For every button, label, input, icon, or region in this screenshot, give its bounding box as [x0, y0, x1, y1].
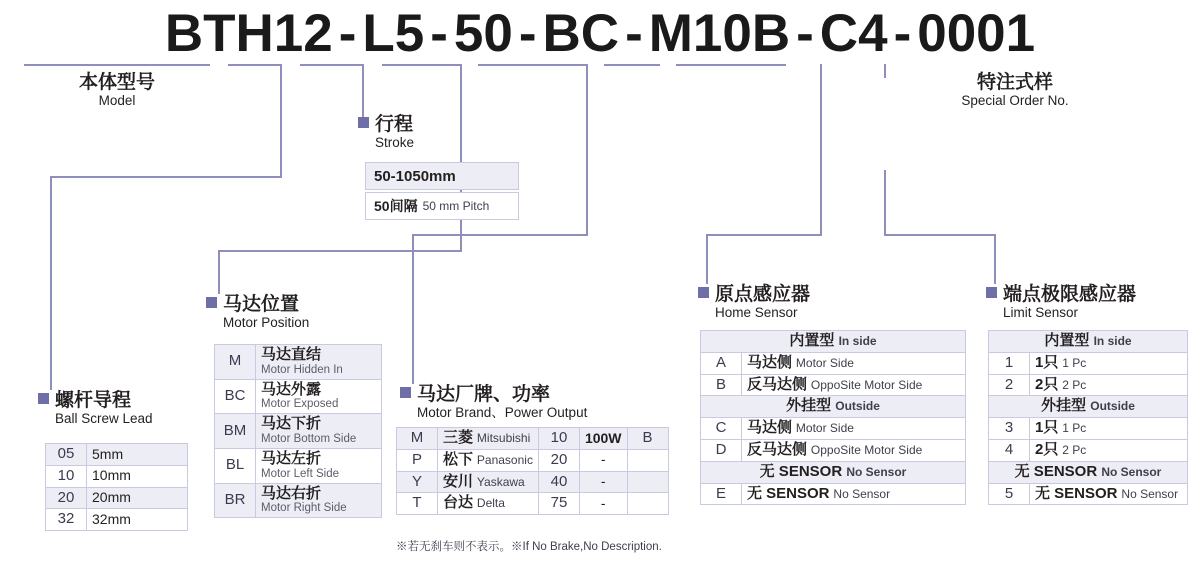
code-segment-body: BTH12 — [164, 3, 333, 63]
label-special-order — [930, 72, 1100, 109]
table-row — [46, 465, 188, 487]
power-value-2: - — [579, 471, 627, 493]
power-value-1: - — [579, 449, 627, 471]
label-home-sensor-en: Home Sensor — [715, 305, 798, 321]
underline-special — [676, 64, 786, 66]
label-stroke-en: Stroke — [375, 135, 415, 151]
leader-home-sensor-horizontal — [706, 234, 822, 236]
limit-sensor-en-1: 2 Pc — [1062, 377, 1087, 392]
bullet-icon — [986, 287, 997, 298]
table-row — [215, 345, 382, 380]
brand-key-3: T — [397, 493, 438, 515]
table-group-header — [701, 396, 966, 418]
motor-position-key-0: M — [215, 345, 256, 380]
lead-value-2: 20mm — [87, 487, 188, 509]
motor-position-en-0: Motor Hidden In — [261, 363, 343, 376]
table-row — [46, 509, 188, 531]
leader-lead-vertical-top — [280, 64, 282, 176]
motor-position-key-2: BM — [215, 414, 256, 449]
table-limit-sensor — [988, 330, 1188, 505]
table-group-header — [701, 331, 966, 353]
leader-motor-brand-vertical-top — [586, 64, 588, 234]
lead-value-1: 10mm — [87, 465, 188, 487]
label-special-order-en: Special Order No. — [961, 93, 1069, 109]
brand-key-2: Y — [397, 471, 438, 493]
brake-2 — [627, 471, 668, 493]
limit-sensor-key-4: 5 — [989, 483, 1030, 505]
leader-limit-sensor-vertical-bottom — [994, 234, 996, 284]
limit-sensor-cn-4: 无 SENSOR — [1035, 484, 1118, 502]
motor-position-en-3: Motor Left Side — [261, 467, 339, 480]
home-sensor-none-en: No Sensor — [846, 464, 907, 479]
leader-limit-sensor-vertical-top — [884, 170, 886, 234]
label-motor-brand-cn: 马达厂牌、功率 — [417, 384, 551, 405]
table-row — [215, 414, 382, 449]
limit-sensor-en-2: 1 Pc — [1062, 421, 1087, 436]
limit-sensor-cn-0: 1只 — [1035, 353, 1059, 371]
bullet-icon — [400, 387, 411, 398]
limit-sensor-inside-en: In side — [1093, 334, 1132, 348]
leader-motor-brand-vertical-bottom — [412, 234, 414, 384]
brand-en-3: Delta — [476, 496, 505, 511]
motor-position-cn-3: 马达左折 — [261, 450, 322, 468]
label-limit-sensor-en: Limit Sensor — [1003, 305, 1079, 321]
brand-cn-2: 安川 — [443, 472, 474, 490]
table-row — [215, 449, 382, 484]
brake-1 — [627, 449, 668, 471]
power-key-1: 20 — [538, 449, 579, 471]
leader-stroke-vertical — [362, 64, 364, 118]
label-model — [38, 72, 196, 109]
home-sensor-en-1: OppoSite Motor Side — [810, 377, 923, 392]
brake-0: B — [627, 428, 668, 450]
brand-cn-1: 松下 — [443, 450, 474, 468]
limit-sensor-none-en: No Sensor — [1101, 464, 1162, 479]
power-key-2: 40 — [538, 471, 579, 493]
leader-lead-horizontal — [50, 176, 282, 178]
underline-motor-brand — [478, 64, 586, 66]
label-model-en: Model — [98, 93, 136, 109]
label-special-order-cn: 特注式样 — [976, 72, 1053, 93]
code-segment-stroke: 50 — [453, 3, 513, 63]
stroke-range-box — [365, 162, 519, 190]
home-sensor-none-cn: 无 SENSOR — [759, 462, 843, 480]
leader-motor-position-horizontal — [218, 250, 462, 252]
limit-sensor-key-3: 4 — [989, 439, 1030, 461]
label-stroke-cn: 行程 — [375, 114, 414, 135]
label-home-sensor — [698, 284, 810, 321]
limit-sensor-en-3: 2 Pc — [1062, 442, 1087, 457]
home-sensor-inside-cn: 内置型 — [789, 332, 835, 349]
brand-cn-3: 台达 — [443, 494, 474, 512]
limit-sensor-cn-3: 2只 — [1035, 440, 1059, 458]
home-sensor-en-3: OppoSite Motor Side — [810, 442, 923, 457]
code-dash-6: - — [893, 3, 912, 63]
label-ball-screw-lead-cn: 螺杆导程 — [55, 390, 132, 411]
power-key-3: 75 — [538, 493, 579, 515]
table-motor-position — [214, 344, 382, 518]
table-ball-screw-lead — [45, 443, 188, 531]
motor-position-cn-2: 马达下折 — [261, 415, 322, 433]
limit-sensor-outside-cn: 外挂型 — [1041, 397, 1087, 415]
table-row — [397, 428, 669, 450]
code-dash-4: - — [625, 3, 643, 63]
table-row — [701, 483, 966, 505]
table-row — [397, 449, 669, 471]
limit-sensor-outside-en: Outside — [1090, 399, 1135, 414]
stroke-pitch-cn: 50间隔 — [374, 198, 418, 214]
leader-limit-sensor-horizontal — [884, 234, 994, 236]
label-limit-sensor — [986, 284, 1136, 321]
table-home-sensor — [700, 330, 966, 505]
model-code-line — [0, 0, 1200, 66]
home-sensor-key-3: D — [701, 439, 742, 461]
motor-position-en-2: Motor Bottom Side — [261, 433, 357, 446]
table-group-header — [989, 461, 1188, 483]
table-row — [989, 352, 1188, 374]
brand-en-1: Panasonic — [476, 452, 533, 467]
code-dash-3: - — [518, 3, 537, 63]
home-sensor-cn-3: 反马达侧 — [747, 440, 808, 458]
leader-motor-position-vertical-bottom — [218, 250, 220, 294]
table-row — [989, 439, 1188, 461]
lead-value-3: 32mm — [87, 509, 188, 531]
leader-lead-vertical-bottom — [50, 176, 52, 390]
brand-key-1: P — [397, 449, 438, 471]
leader-motor-brand-horizontal — [412, 234, 588, 236]
brand-cn-0: 三菱 — [443, 429, 474, 446]
table-row — [46, 444, 188, 466]
brand-key-0: M — [397, 428, 438, 450]
home-sensor-en-2: Motor Side — [795, 421, 854, 436]
home-sensor-key-2: C — [701, 418, 742, 440]
home-sensor-outside-en: Outside — [835, 399, 880, 414]
label-motor-brand-en: Motor Brand、Power Output — [417, 405, 588, 421]
brand-en-0: Mitsubishi — [476, 431, 531, 445]
label-ball-screw-lead-en: Ball Screw Lead — [55, 411, 153, 427]
table-row — [397, 493, 669, 515]
leader-home-sensor-vertical-bottom — [706, 234, 708, 284]
label-model-cn: 本体型号 — [78, 72, 155, 93]
leader-home-sensor-vertical-top — [820, 64, 822, 234]
motor-position-cn-4: 马达右折 — [261, 484, 322, 502]
table-row — [46, 487, 188, 509]
limit-sensor-key-1: 2 — [989, 374, 1030, 396]
label-ball-screw-lead — [38, 390, 153, 427]
table-row — [701, 374, 966, 396]
power-value-3: - — [579, 493, 627, 515]
home-sensor-cn-1: 反马达侧 — [747, 375, 808, 393]
brand-en-2: Yaskawa — [476, 474, 525, 489]
table-row — [215, 379, 382, 414]
underline-motor-position — [382, 64, 460, 66]
lead-key-3: 32 — [46, 509, 87, 531]
limit-sensor-cn-1: 2只 — [1035, 375, 1059, 393]
motor-position-en-1: Motor Exposed — [261, 398, 339, 411]
motor-position-key-3: BL — [215, 449, 256, 484]
label-home-sensor-cn: 原点感应器 — [715, 284, 811, 305]
power-key-0: 10 — [538, 428, 579, 450]
home-sensor-key-1: B — [701, 374, 742, 396]
code-dash-5: - — [796, 3, 814, 63]
motor-brand-note: ※若无刹车则不表示。※If No Brake,No Description. — [396, 541, 662, 553]
code-segment-motor-position: BC — [542, 3, 620, 63]
lead-value-0: 5mm — [87, 444, 188, 466]
motor-position-cn-0: 马达直结 — [261, 346, 322, 363]
motor-position-key-4: BR — [215, 483, 256, 518]
motor-position-en-4: Motor Right Side — [261, 502, 347, 515]
table-group-header — [989, 396, 1188, 418]
code-dash-1: - — [338, 3, 357, 63]
home-sensor-key-0: A — [701, 352, 742, 374]
code-segment-sensor: C4 — [819, 3, 888, 63]
underline-stroke — [300, 64, 362, 66]
table-row — [701, 352, 966, 374]
limit-sensor-key-2: 3 — [989, 418, 1030, 440]
table-row — [397, 471, 669, 493]
lead-key-2: 20 — [46, 487, 87, 509]
limit-sensor-inside-cn: 内置型 — [1044, 332, 1090, 349]
label-limit-sensor-cn: 端点极限感应器 — [1003, 284, 1137, 305]
underline-body — [24, 64, 210, 66]
home-sensor-cn-4: 无 SENSOR — [747, 484, 830, 502]
home-sensor-cn-0: 马达侧 — [747, 353, 793, 371]
table-group-header — [989, 331, 1188, 353]
code-segment-motor-brand: M10B — [648, 3, 791, 63]
motor-position-key-1: BC — [215, 379, 256, 414]
underline-home-sensor — [604, 64, 660, 66]
lead-key-1: 10 — [46, 465, 87, 487]
code-segment-special: 0001 — [917, 3, 1036, 63]
stroke-pitch-en: 50 mm Pitch — [422, 199, 490, 213]
label-motor-position-en: Motor Position — [223, 315, 310, 331]
bullet-icon — [38, 393, 49, 404]
home-sensor-cn-2: 马达侧 — [747, 419, 793, 437]
home-sensor-inside-en: In side — [838, 334, 877, 348]
bullet-icon — [358, 117, 369, 128]
stroke-range: 50-1050mm — [374, 167, 456, 185]
table-row — [215, 483, 382, 518]
power-value-0: 100W — [579, 428, 627, 450]
table-group-header — [701, 461, 966, 483]
limit-sensor-none-cn: 无 SENSOR — [1014, 462, 1098, 480]
limit-sensor-key-0: 1 — [989, 352, 1030, 374]
table-motor-brand — [396, 427, 669, 515]
label-stroke — [358, 114, 414, 151]
table-row — [989, 418, 1188, 440]
home-sensor-en-4: No Sensor — [833, 486, 891, 501]
limit-sensor-en-0: 1 Pc — [1062, 355, 1087, 370]
home-sensor-en-0: Motor Side — [795, 355, 854, 370]
table-row — [701, 439, 966, 461]
code-segment-lead: L5 — [362, 3, 425, 63]
stroke-pitch-box — [365, 192, 519, 220]
brake-3 — [627, 493, 668, 515]
limit-sensor-en-4: No Sensor — [1121, 486, 1179, 501]
lead-key-0: 05 — [46, 444, 87, 466]
home-sensor-outside-cn: 外挂型 — [786, 397, 832, 415]
label-motor-position — [206, 294, 309, 331]
limit-sensor-cn-2: 1只 — [1035, 419, 1059, 437]
leader-special-vertical — [884, 64, 886, 78]
table-row — [989, 483, 1188, 505]
home-sensor-key-4: E — [701, 483, 742, 505]
code-dash-2: - — [430, 3, 448, 63]
label-motor-brand — [400, 384, 587, 421]
bullet-icon — [698, 287, 709, 298]
table-row — [701, 418, 966, 440]
table-row — [989, 374, 1188, 396]
label-motor-position-cn: 马达位置 — [223, 294, 300, 315]
underline-lead — [228, 64, 280, 66]
bullet-icon — [206, 297, 217, 308]
motor-position-cn-1: 马达外露 — [261, 380, 322, 398]
leader-motor-position-vertical-top — [460, 64, 462, 250]
